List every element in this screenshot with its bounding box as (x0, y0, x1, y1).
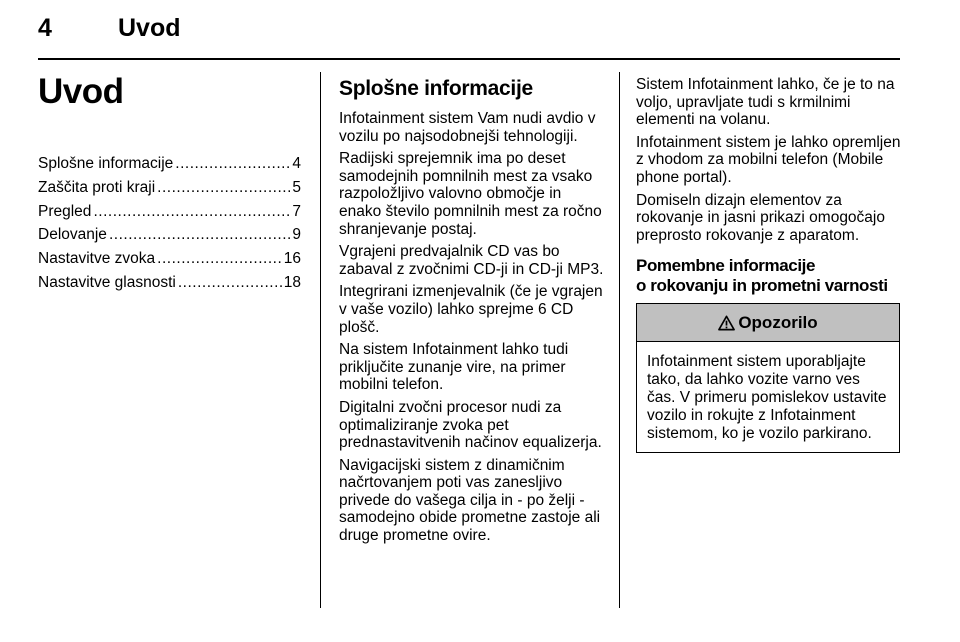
right-column (636, 76, 902, 453)
paragraph: Radijski sprejemnik ima po deset samodejnih pomnilnih mest za vsako razpoložljivo valovno območje in enako število pomnilnih mest za ročno shranjevanje postaj. (339, 150, 602, 238)
warning-header (637, 304, 899, 342)
toc-item-label: Splošne informacije (38, 155, 174, 172)
toc-leader (157, 176, 290, 200)
toc-item-label: Nastavitve glasnosti (38, 273, 176, 291)
toc-leader (157, 247, 282, 271)
toc-item-page: 5 (292, 178, 301, 196)
toc-item-label: Zaščita proti kraji (38, 178, 156, 196)
column-divider (619, 72, 620, 608)
page-number: 4 (38, 14, 52, 42)
warning-text: Infotainment sistem uporabljajte tako, da lahko vozite varno ves čas. V primeru pomislekov ustavite vozilo in rokujte z Infotainment sistemom, ko je vozilo parkirano. (647, 353, 887, 442)
toc-item[interactable] (38, 271, 301, 295)
warning-box (636, 303, 900, 453)
paragraph: Vgrajeni predvajalnik CD vas bo zabaval z zvočnimi CD-ji in CD-ji MP3. (339, 243, 604, 278)
header-rule (38, 58, 900, 60)
paragraph: Na sistem Infotainment lahko tudi priključite zunanje vire, na primer mobilni telefon. (339, 341, 569, 394)
toc-leader (178, 271, 282, 295)
paragraph: Navigacijski sistem z dinamičnim načrtovanjem poti vas zanesljivo privede do vašega cilja in - po želji - samodejno obide prometne zastoje ali druge prometne ovire. (339, 456, 601, 545)
paragraph: Domiseln dizajn elementov za rokovanje in jasni prikazi omogočajo preprosto rokovanje z aparatom. (636, 191, 885, 244)
running-header-title: Uvod (118, 14, 181, 42)
toc-leader (109, 223, 290, 247)
toc-item-page: 4 (292, 155, 301, 172)
toc-leader (93, 200, 290, 224)
subsection-title (636, 256, 902, 296)
toc-item-page: 7 (292, 202, 301, 220)
toc-item-label: Delovanje (38, 226, 107, 244)
toc-item[interactable] (38, 152, 301, 176)
column-divider (320, 72, 321, 608)
chapter-title: Uvod (38, 72, 124, 111)
toc-item[interactable] (38, 223, 301, 247)
toc-item[interactable] (38, 247, 301, 271)
paragraph: Infotainment sistem Vam nudi avdio v vozilu po najsodobnejši tehnologiji. (339, 110, 596, 145)
toc-leader (175, 152, 290, 176)
warning-triangle-icon (718, 315, 735, 331)
section-column (339, 76, 605, 550)
toc-column (38, 64, 301, 295)
paragraph: Integrirani izmenjevalnik (če je vgrajen v vaše vozilo) lahko sprejme 6 CD plošč. (339, 283, 603, 336)
toc-item[interactable] (38, 176, 301, 200)
toc-item-page: 9 (292, 226, 301, 244)
toc-item[interactable] (38, 200, 301, 224)
section-title: Splošne informacije (339, 77, 533, 100)
paragraph: Infotainment sistem je lahko opremljen z vhodom za mobilni telefon (Mobile phone portal). (636, 133, 901, 186)
warning-title: Opozorilo (738, 312, 818, 332)
toc-item-label: Nastavitve zvoka (38, 250, 156, 268)
paragraph: Sistem Infotainment lahko, če je to na voljo, upravljate tudi s krmilnimi elementi na volanu. (636, 76, 895, 129)
subsection-title-line: Pomembne informacije (636, 256, 816, 276)
toc-item-page: 16 (283, 250, 301, 268)
paragraph: Digitalni zvočni procesor nudi za optimaliziranje zvoka pet prednastavitvenih načinov equalizerja. (339, 398, 602, 452)
subsection-title-line: o rokovanju in prometni varnosti (636, 276, 888, 296)
table-of-contents (38, 152, 301, 295)
toc-item-page: 18 (283, 273, 301, 291)
toc-item-label: Pregled (38, 202, 92, 220)
